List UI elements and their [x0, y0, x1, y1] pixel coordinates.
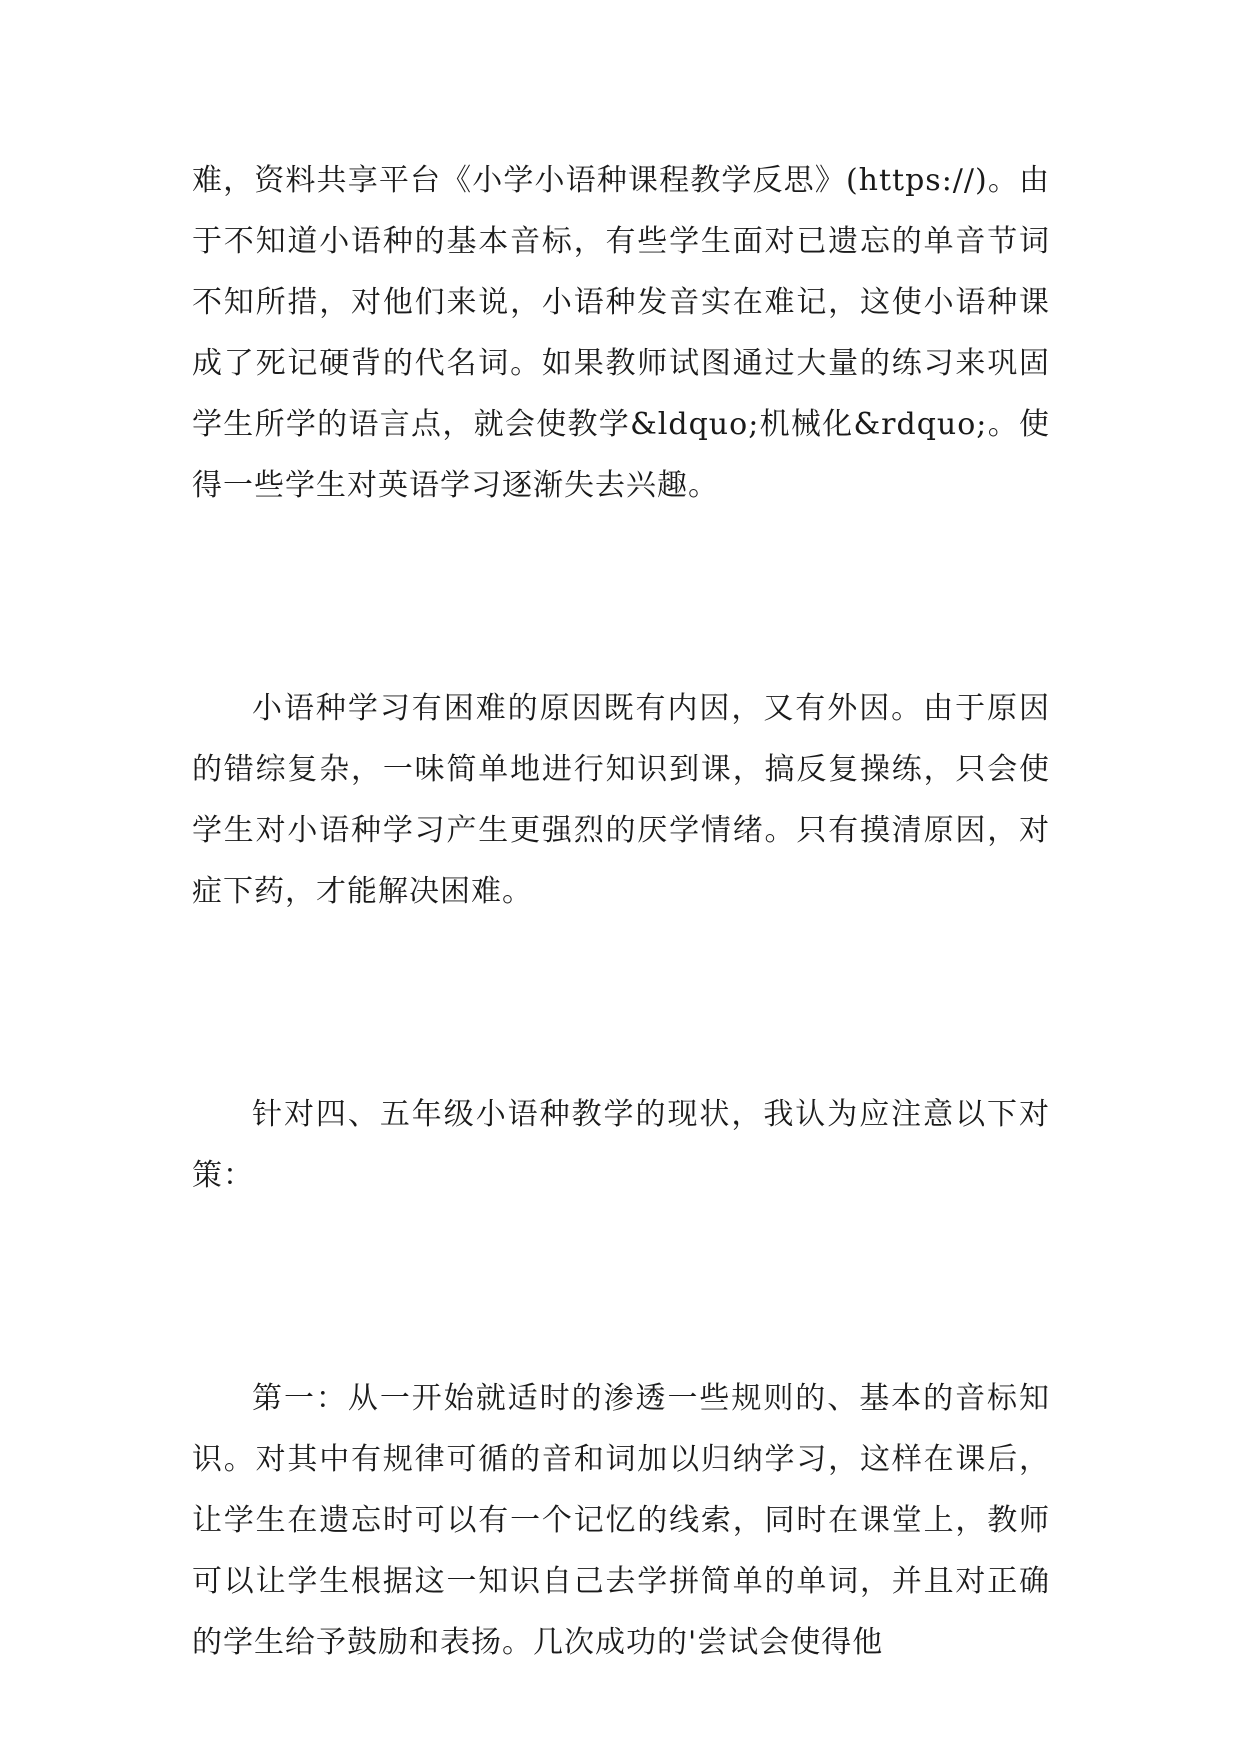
paragraph-2: 小语种学习有困难的原因既有内因，又有外因。由于原因的错综复杂，一味简单地进行知识到课，搞反复操练，只会使学生对小语种学习产生更强烈的厌学情绪。只有摸清原因，对症下药，才能解决困难。	[192, 691, 1050, 909]
paragraph-3: 针对四、五年级小语种教学的现状，我认为应注意以下对策：	[192, 1097, 1050, 1193]
paragraph-1: 难，资料共享平台《小学小语种课程教学反思》(https://)。由于不知道小语种的基本音标，有些学生面对已遗忘的单音节词不知所措，对他们来说，小语种发音实在难记，这使小语种课成了死记硬背的代名词。如果教师试图通过大量的练习来巩固学生所学的语言点，就会使教学&ldquo;机械化&rdquo;。使得一些学生对英语学习逐渐失去兴趣。	[192, 163, 1050, 503]
paragraph-4: 第一：从一开始就适时的渗透一些规则的、基本的音标知识。对其中有规律可循的音和词加以归纳学习，这样在课后，让学生在遗忘时可以有一个记忆的线索，同时在课堂上，教师可以让学生根据这一知识自己去学拼简单的单词，并且对正确的学生给予鼓励和表扬。几次成功的'尝试会使得他	[192, 1381, 1050, 1660]
document-page	[192, 150, 1050, 1673]
